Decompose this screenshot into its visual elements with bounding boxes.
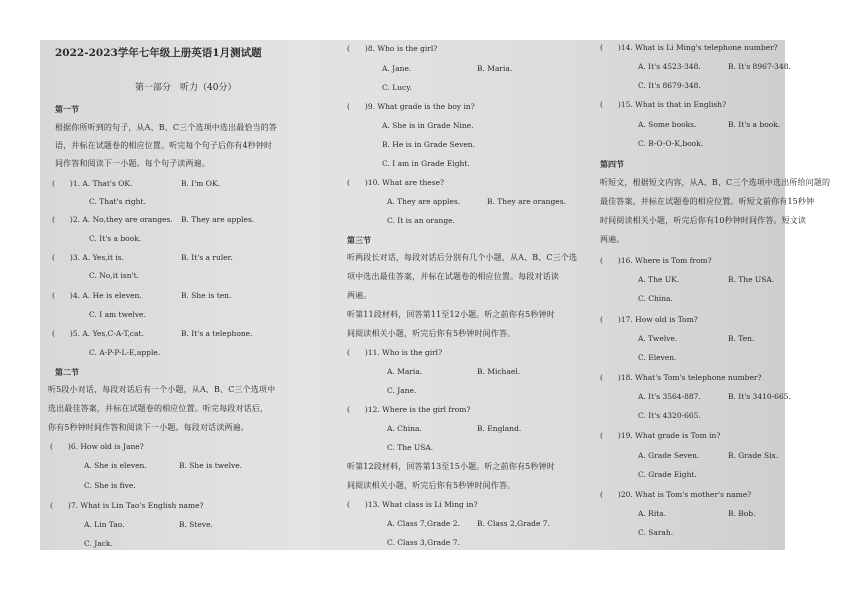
- text-line-q: ( )1. A. That's OK.: [52, 179, 133, 188]
- text-line-q: ( )2. A. No,they are oranges.: [52, 215, 173, 224]
- text-line-opt: B. He is in Grade Seven.: [382, 140, 476, 149]
- text-line-opt: C. It's 4320-665.: [638, 411, 701, 420]
- text-line-opt: B. It's 8967-348.: [728, 62, 791, 71]
- text-line-q: ( )7. What is Lin Tao's English name?: [50, 501, 204, 510]
- text-line-opt: C. B-O-O-K,book.: [638, 139, 704, 148]
- text-line-opt: B. It's 3410-665.: [728, 392, 791, 401]
- text-line-q: ( )17. How old is Tom?: [600, 315, 698, 324]
- text-line-opt: C. She is five.: [84, 481, 136, 490]
- text-line-opt: C. It is an orange.: [387, 216, 455, 225]
- text-line-q: ( )5. A. Yes,C-A-T,cat.: [52, 329, 144, 338]
- column-1: [40, 40, 302, 550]
- text-line-inst: 时间阅读相关小题，听完后你有10秒钟时间作答。短文读: [600, 216, 807, 225]
- text-line-opt: C. It's a book.: [89, 234, 142, 243]
- text-line-opt: B. The USA.: [728, 275, 775, 284]
- text-line-opt: A. Maria.: [387, 367, 423, 376]
- text-line-opt: B. It's a ruler.: [181, 253, 233, 262]
- text-line-opt: B. It's a book.: [728, 120, 781, 129]
- text-line-opt: A. It's 3564-887.: [638, 392, 701, 401]
- text-line-opt: B. She is ten.: [181, 291, 232, 300]
- text-line-q: ( )20. What is Tom's mother's name?: [600, 490, 752, 499]
- text-line-inst: 听两段长对话，每段对话后分别有几个小题，从A、B、C三个选: [347, 253, 578, 262]
- text-line-part: 第一部分 听力（40分）: [135, 83, 237, 93]
- column-2: [302, 40, 578, 550]
- text-line-opt: C. A-P-P-L-E,apple.: [89, 348, 161, 357]
- text-line-title: 2022-2023学年七年级上册英语1月测试题: [55, 47, 262, 59]
- text-line-inst: 听第12段材料，回答第13至15小题。听之前你有5秒钟时: [347, 462, 555, 471]
- text-line-opt: A. Grade Seven.: [638, 451, 700, 460]
- text-line-q: ( )19. What grade is Tom in?: [600, 431, 721, 440]
- text-line-inst: 听短文，根据短文内容，从A、B、C三个选项中选出所给问题的: [600, 178, 831, 187]
- text-line-opt: A. Some books.: [638, 120, 697, 129]
- text-line-q: ( )13. What class is Li Ming in?: [347, 500, 478, 509]
- text-line-q: ( )16. Where is Tom from?: [600, 256, 712, 265]
- text-line-inst: 语，并标在试题卷的相应位置。听完每个句子后你有4秒钟时: [55, 141, 273, 150]
- text-line-opt: B. Michael.: [477, 367, 521, 376]
- text-line-opt: C. Lucy.: [382, 83, 412, 92]
- text-line-opt: A. Lin Tao.: [84, 520, 125, 529]
- text-line-q: ( )8. Who is the girl?: [347, 44, 438, 53]
- text-line-opt: C. I am twelve.: [89, 310, 146, 319]
- text-line-opt: C. Eleven.: [638, 353, 677, 362]
- text-line-opt: A. She is in Grade Nine.: [382, 121, 474, 130]
- text-line-opt: C. I am in Grade Eight.: [382, 159, 470, 168]
- text-line-opt: A. Rita.: [638, 509, 667, 518]
- text-line-opt: C. No,it isn't.: [89, 271, 140, 280]
- text-line-q: ( )9. What grade is the boy in?: [347, 102, 475, 111]
- text-line-opt: C. Jane.: [387, 386, 417, 395]
- text-line-sec: 第一节: [55, 104, 79, 114]
- text-line-opt: C. Class 3,Grade 7.: [387, 538, 460, 547]
- text-line-inst: 听第11段材料，回答第11至12小题。听之前你有5秒钟时: [347, 310, 555, 319]
- text-line-opt: B. She is twelve.: [179, 461, 243, 470]
- text-line-inst: 你有5秒钟时间作答和阅读下一小题。每段对话读两遍。: [48, 423, 249, 432]
- text-line-opt: A. Class 7,Grade 2.: [387, 519, 460, 528]
- text-line-q: ( )10. What are these?: [347, 178, 445, 187]
- text-line-opt: B. Grade Six.: [728, 451, 779, 460]
- text-line-inst: 听5段小对话，每段对话后有一个小题，从A、B、C三个选项中: [48, 385, 276, 394]
- text-line-q: ( )4. A. He is eleven.: [52, 291, 142, 300]
- text-line-opt: B. Class 2,Grade 7.: [477, 519, 550, 528]
- text-line-sec: 第三节: [347, 235, 371, 245]
- text-line-inst: 间阅读相关小题，听完后你有5秒钟时间作答。: [347, 481, 516, 490]
- text-line-opt: B. Ten.: [728, 334, 755, 343]
- text-line-inst: 间作答和阅读下一小题。每个句子读两遍。: [55, 159, 210, 168]
- text-line-q: ( )11. Who is the girl?: [347, 348, 443, 357]
- text-line-q: ( )3. A. Yes,it is.: [52, 253, 124, 262]
- text-line-opt: C. The USA.: [387, 443, 434, 452]
- text-line-q: ( )12. Where is the girl from?: [347, 405, 471, 414]
- column-3: [558, 40, 831, 550]
- text-line-opt: B. It's a telephone.: [181, 329, 253, 338]
- text-line-opt: B. I'm OK.: [181, 179, 220, 188]
- text-line-opt: C. Sarah.: [638, 528, 674, 537]
- text-line-q: ( )15. What is that in English?: [600, 100, 727, 109]
- text-line-opt: A. Twelve.: [638, 334, 678, 343]
- text-line-sec: 第四节: [600, 159, 624, 169]
- text-line-inst: 项中选出最佳答案，并标在试题卷的相应位置。每段对话读: [347, 272, 559, 281]
- text-line-opt: C. That's right.: [89, 197, 146, 206]
- text-line-opt: B. Steve.: [179, 520, 213, 529]
- text-line-opt: A. Jane.: [382, 64, 412, 73]
- text-line-inst: 选出最佳答案，并标在试题卷的相应位置。听完每段对话后，: [48, 404, 269, 413]
- text-line-inst: 两遍。: [600, 235, 625, 244]
- text-line-inst: 根据你所听到的句子，从A、B、C三个选项中选出最恰当的答: [55, 123, 277, 132]
- text-line-opt: A. It's 4523-348.: [638, 62, 701, 71]
- text-line-opt: B. England.: [477, 424, 522, 433]
- text-line-opt: B. Bob.: [728, 509, 756, 518]
- text-line-opt: A. They are apples.: [387, 197, 461, 206]
- text-line-opt: A. China.: [387, 424, 422, 433]
- text-line-inst: 间阅读相关小题，听完后你有5秒钟时间作答。: [347, 329, 516, 338]
- text-line-opt: C. Jack.: [84, 539, 113, 548]
- text-line-opt: C. Grade Eight.: [638, 470, 697, 479]
- text-line-opt: C. It's 8679-348.: [638, 81, 701, 90]
- text-line-q: ( )6. How old is Jane?: [50, 442, 144, 451]
- exam-sheet: [40, 40, 831, 550]
- text-line-opt: B. They are oranges.: [487, 197, 566, 206]
- text-line-opt: B. They are apples.: [181, 215, 255, 224]
- text-line-inst: 最佳答案，并标在试题卷的相应位置。听短文前你有15秒钟: [600, 197, 815, 206]
- text-line-opt: B. Maria.: [477, 64, 513, 73]
- text-line-opt: A. The UK.: [638, 275, 680, 284]
- text-line-opt: C. China.: [638, 294, 673, 303]
- text-line-inst: 两遍。: [347, 291, 372, 300]
- text-line-q: ( )18. What's Tom's telephone number?: [600, 373, 762, 382]
- text-line-q: ( )14. What is Li Ming's telephone number?: [600, 43, 778, 52]
- text-line-sec: 第二节: [55, 367, 79, 377]
- text-line-opt: A. She is eleven.: [84, 461, 147, 470]
